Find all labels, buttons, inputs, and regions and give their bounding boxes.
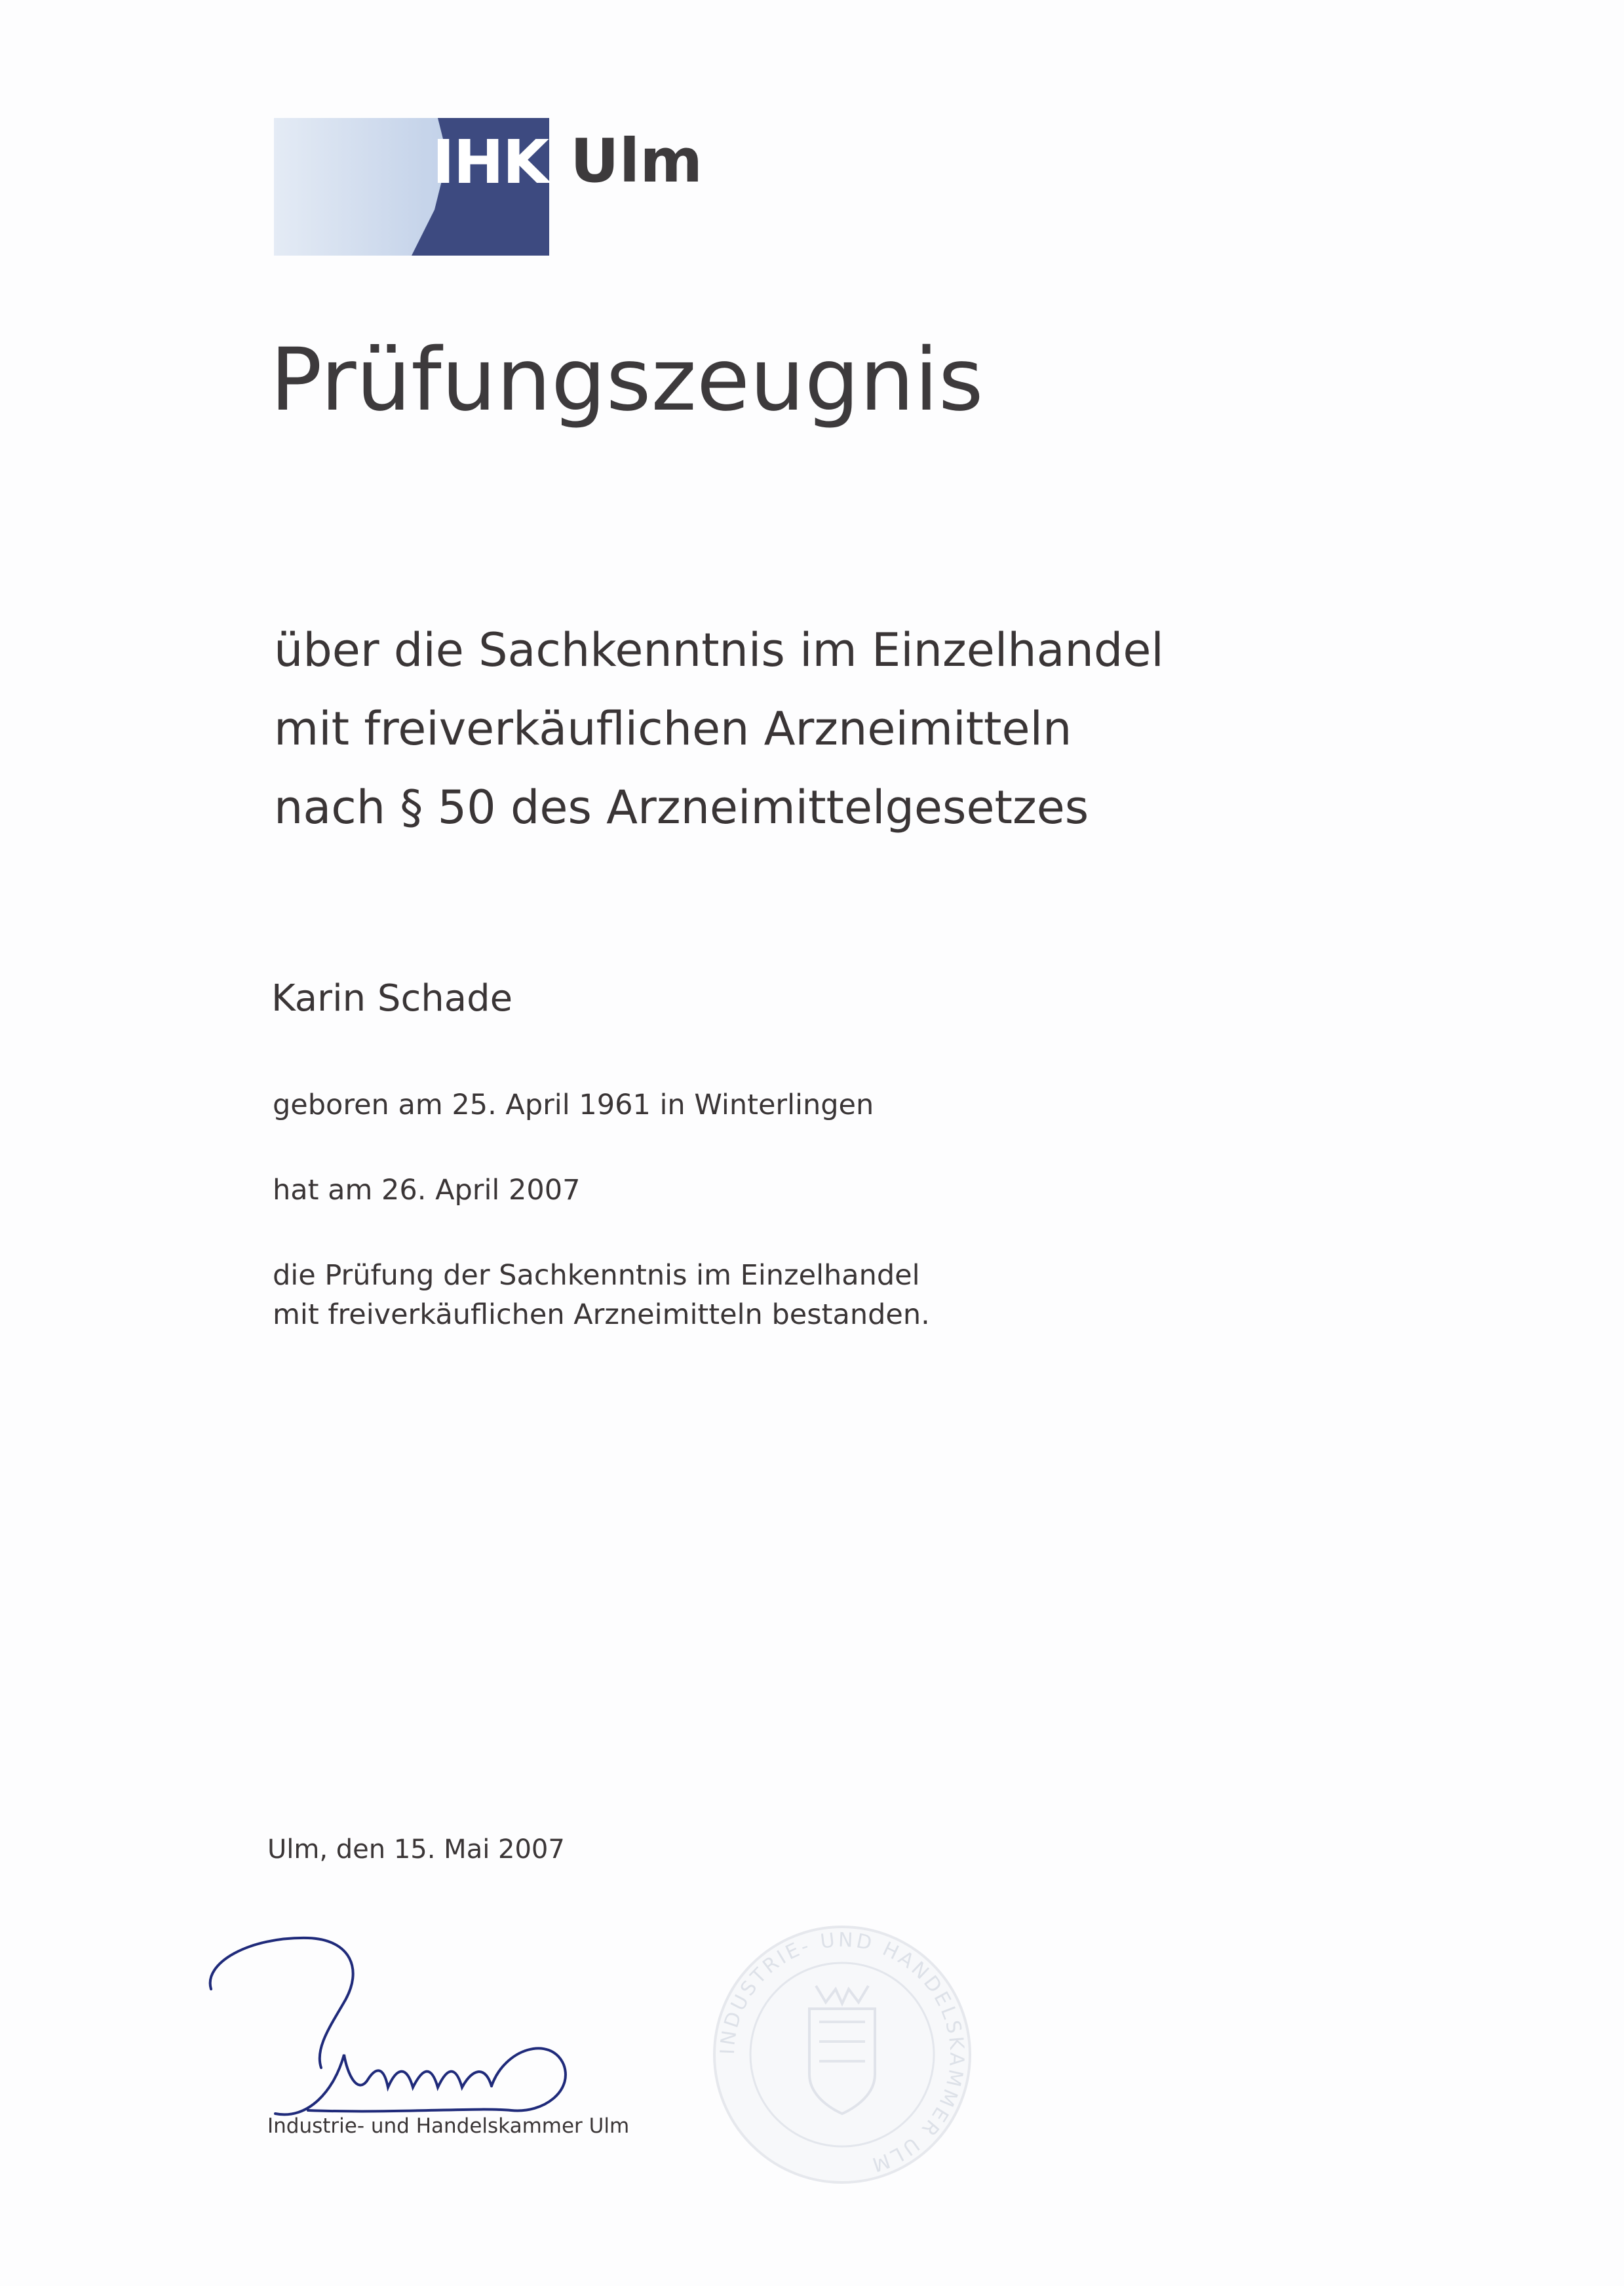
handwritten-signature (197, 1924, 629, 2120)
exam-date-line: hat am 26. April 2007 (273, 1174, 581, 1207)
candidate-name: Karin Schade (271, 977, 513, 1020)
ihk-logo (274, 118, 549, 256)
signatory-organization: Industrie- und Handelskammer Ulm (267, 2114, 630, 2138)
logo-city-text: Ulm (570, 126, 703, 196)
place-and-date: Ulm, den 15. Mai 2007 (267, 1834, 565, 1865)
passed-line: mit freiverkäuflichen Arzneimitteln bestanden. (273, 1298, 930, 1331)
seal-text: INDUSTRIE- UND HANDELSKAMMER ULM (716, 1928, 969, 2177)
embossed-seal (711, 1924, 973, 2186)
passed-line: die Prüfung der Sachkenntnis im Einzelhandel (273, 1259, 920, 1292)
birth-line: geboren am 25. April 1961 in Winterlingen (273, 1089, 874, 1121)
subtitle-line: über die Sachkenntnis im Einzelhandel (274, 623, 1164, 677)
document-title: Prüfungszeugnis (270, 330, 984, 431)
logo-ihk-text: IHK (432, 127, 548, 197)
document-subtitle (274, 611, 1164, 847)
subtitle-line: nach § 50 des Arzneimittelgesetzes (274, 781, 1089, 834)
subtitle-line: mit freiverkäuflichen Arzneimitteln (274, 702, 1072, 756)
passed-statement (273, 1256, 930, 1334)
